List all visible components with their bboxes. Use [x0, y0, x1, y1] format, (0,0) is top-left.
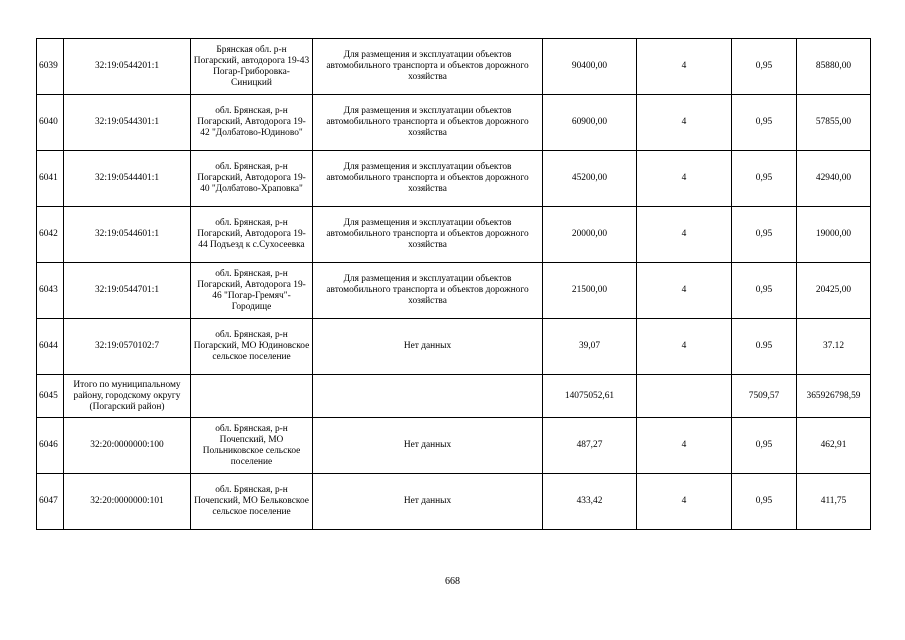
coefficient-cell: 4 [637, 418, 732, 474]
area-cell: 14075052,61 [543, 375, 637, 418]
table-body [37, 39, 871, 530]
land-use-cell: Для размещения и эксплуатации объектов автомобильного транспорта и объектов дорожного хозяйства [313, 39, 543, 95]
cadastral-number: 32:19:0570102:7 [64, 319, 191, 375]
table-row [37, 319, 871, 375]
table-row [37, 263, 871, 319]
land-use-cell: Нет данных [313, 474, 543, 530]
value-cell: 57855,00 [797, 95, 871, 151]
address-cell [191, 375, 313, 418]
total-label: Итого по муниципальному району, городскому округу (Погарский район) [64, 375, 191, 418]
factor-cell: 0,95 [732, 151, 797, 207]
value-cell: 85880,00 [797, 39, 871, 95]
factor-cell: 0,95 [732, 95, 797, 151]
row-number: 6046 [37, 418, 64, 474]
cadastral-number: 32:19:0544701:1 [64, 263, 191, 319]
value-cell: 462,91 [797, 418, 871, 474]
land-use-cell [313, 375, 543, 418]
land-use-cell: Для размещения и эксплуатации объектов автомобильного транспорта и объектов дорожного хозяйства [313, 95, 543, 151]
coefficient-cell: 4 [637, 319, 732, 375]
factor-cell: 0,95 [732, 418, 797, 474]
address-cell: обл. Брянская, р-н Погарский, Автодорога 19-40 "Долбатово-Храповка" [191, 151, 313, 207]
row-number: 6047 [37, 474, 64, 530]
address-cell: обл. Брянская, р-н Погарский, МО Юдиновское сельское поселение [191, 319, 313, 375]
table-row [37, 39, 871, 95]
cadastral-number: 32:20:0000000:100 [64, 418, 191, 474]
page-number: 668 [445, 576, 460, 587]
address-cell: обл. Брянская, р-н Почепский, МО Польниковское сельское поселение [191, 418, 313, 474]
coefficient-cell: 4 [637, 263, 732, 319]
value-cell: 42940,00 [797, 151, 871, 207]
cadastral-number: 32:19:0544401:1 [64, 151, 191, 207]
area-cell: 45200,00 [543, 151, 637, 207]
land-use-cell: Для размещения и эксплуатации объектов автомобильного транспорта и объектов дорожного хозяйства [313, 263, 543, 319]
row-number: 6040 [37, 95, 64, 151]
area-cell: 39,07 [543, 319, 637, 375]
row-number: 6044 [37, 319, 64, 375]
area-cell: 20000,00 [543, 207, 637, 263]
factor-cell: 0,95 [732, 263, 797, 319]
coefficient-cell: 4 [637, 151, 732, 207]
table-row [37, 207, 871, 263]
table-row-total [37, 375, 871, 418]
factor-cell: 0,95 [732, 474, 797, 530]
table-row [37, 95, 871, 151]
area-cell: 433,42 [543, 474, 637, 530]
value-cell: 365926798,59 [797, 375, 871, 418]
land-use-cell: Для размещения и эксплуатации объектов автомобильного транспорта и объектов дорожного хозяйства [313, 151, 543, 207]
address-cell: обл. Брянская, р-н Погарский, Автодорога 19-42 "Долбатово-Юдиново" [191, 95, 313, 151]
factor-cell: 7509,57 [732, 375, 797, 418]
coefficient-cell [637, 375, 732, 418]
area-cell: 90400,00 [543, 39, 637, 95]
cadastral-number: 32:19:0544201:1 [64, 39, 191, 95]
address-cell: обл. Брянская, р-н Погарский, Автодорога 19-44 Подъезд к с.Сухосеевка [191, 207, 313, 263]
factor-cell: 0.95 [732, 319, 797, 375]
row-number: 6042 [37, 207, 64, 263]
row-number: 6043 [37, 263, 64, 319]
value-cell: 20425,00 [797, 263, 871, 319]
land-use-cell: Для размещения и эксплуатации объектов автомобильного транспорта и объектов дорожного хозяйства [313, 207, 543, 263]
address-cell: Брянская обл. р-н Погарский, автодорога 19-43 Погар-Гриборовка-Синицкий [191, 39, 313, 95]
row-number: 6041 [37, 151, 64, 207]
address-cell: обл. Брянская, р-н Погарский, Автодорога 19-46 "Погар-Гремяч"-Городище [191, 263, 313, 319]
table-row [37, 418, 871, 474]
table-row [37, 474, 871, 530]
coefficient-cell: 4 [637, 39, 732, 95]
coefficient-cell: 4 [637, 95, 732, 151]
cadastral-number: 32:19:0544601:1 [64, 207, 191, 263]
address-cell: обл. Брянская, р-н Почепский, МО Бельковское сельское поселение [191, 474, 313, 530]
row-number: 6039 [37, 39, 64, 95]
factor-cell: 0,95 [732, 207, 797, 263]
land-use-cell: Нет данных [313, 319, 543, 375]
area-cell: 487,27 [543, 418, 637, 474]
factor-cell: 0,95 [732, 39, 797, 95]
coefficient-cell: 4 [637, 474, 732, 530]
cadastral-number: 32:19:0544301:1 [64, 95, 191, 151]
value-cell: 411,75 [797, 474, 871, 530]
table-row [37, 151, 871, 207]
value-cell: 19000,00 [797, 207, 871, 263]
row-number: 6045 [37, 375, 64, 418]
land-use-cell: Нет данных [313, 418, 543, 474]
coefficient-cell: 4 [637, 207, 732, 263]
cadastral-number: 32:20:0000000:101 [64, 474, 191, 530]
area-cell: 60900,00 [543, 95, 637, 151]
value-cell: 37.12 [797, 319, 871, 375]
area-cell: 21500,00 [543, 263, 637, 319]
land-registry-table [36, 38, 871, 530]
